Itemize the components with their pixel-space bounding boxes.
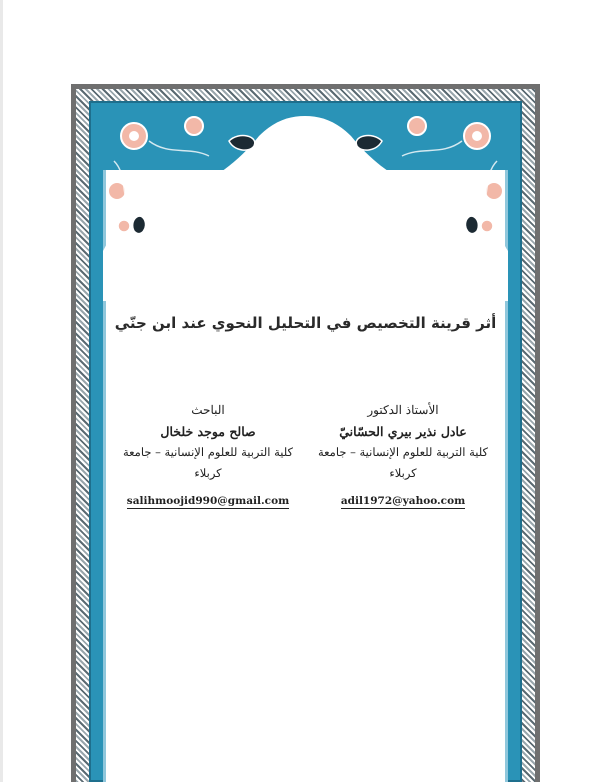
document-content — [103, 170, 508, 730]
supervisor-affiliation-city: كربلاء — [389, 466, 417, 480]
supervisor-email-link[interactable]: adil1972@yahoo.com — [340, 495, 466, 507]
supervisor-block — [308, 400, 498, 511]
supervisor-role: الأستاذ الدكتور — [367, 403, 439, 417]
researcher-email-link[interactable]: salihmoojid990@gmail.com — [126, 495, 290, 507]
researcher-role: الباحث — [191, 403, 225, 417]
researcher-block — [113, 400, 303, 511]
supervisor-name: عادل نذير بيري الحسّانيّ — [339, 424, 467, 439]
supervisor-affiliation: كلية التربية للعلوم الإنسانية – جامعة — [317, 445, 489, 459]
document-title: أثر قرينة التخصيص في التحليل النحوي عند ابن جنّي — [114, 314, 497, 332]
viewer-edge — [0, 0, 3, 782]
researcher-affiliation: كلية التربية للعلوم الإنسانية – جامعة — [122, 445, 294, 459]
researcher-affiliation-city: كربلاء — [194, 466, 222, 480]
researcher-name: صالح موجد خلخال — [160, 424, 256, 439]
